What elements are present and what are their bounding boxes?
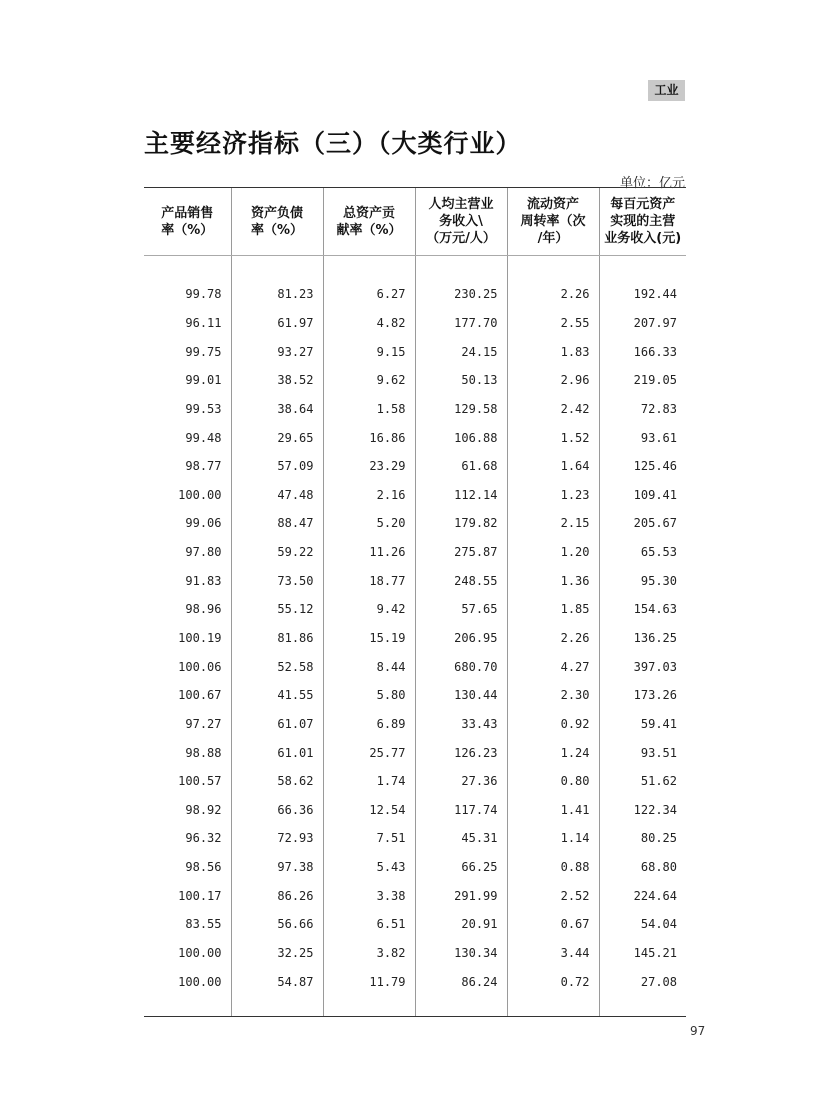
column-header-line: 率（%） bbox=[250, 222, 304, 238]
table-row bbox=[144, 566, 686, 595]
table-cell: 122.34 bbox=[599, 796, 686, 825]
spacer-cell bbox=[144, 996, 231, 1016]
table-cell: 0.67 bbox=[507, 910, 599, 939]
spacer-cell bbox=[144, 256, 231, 281]
table-cell: 97.27 bbox=[185, 716, 222, 731]
table-cell: 25.77 bbox=[323, 738, 415, 767]
table-cell: 72.83 bbox=[599, 395, 686, 424]
table-cell: 1.36 bbox=[507, 566, 599, 595]
table-cell: 27.08 bbox=[599, 967, 686, 996]
table-cell: 61.68 bbox=[415, 452, 507, 481]
table-cell: 6.51 bbox=[323, 910, 415, 939]
spacer-cell bbox=[415, 256, 507, 281]
table-header-row bbox=[144, 188, 686, 256]
table-cell: 18.77 bbox=[323, 566, 415, 595]
table-cell: 2.15 bbox=[507, 509, 599, 538]
table-cell: 100.57 bbox=[178, 774, 222, 789]
table-cell: 207.97 bbox=[599, 309, 686, 338]
table-row bbox=[144, 337, 686, 366]
table-cell: 1.24 bbox=[507, 738, 599, 767]
table-cell: 1.14 bbox=[507, 824, 599, 853]
table-cell: 6.89 bbox=[323, 710, 415, 739]
table-cell: 98.56 bbox=[185, 860, 222, 875]
table-cell: 86.26 bbox=[231, 881, 323, 910]
table-cell: 52.58 bbox=[231, 652, 323, 681]
table-cell: 2.55 bbox=[507, 309, 599, 338]
column-header-line: 资产负债 bbox=[250, 205, 303, 221]
table-cell: 106.88 bbox=[415, 423, 507, 452]
table-cell: 98.88 bbox=[185, 745, 222, 760]
table-cell: 95.30 bbox=[599, 566, 686, 595]
table-cell: 4.27 bbox=[507, 652, 599, 681]
table-cell: 5.20 bbox=[323, 509, 415, 538]
table-row bbox=[144, 967, 686, 996]
table-cell: 33.43 bbox=[415, 710, 507, 739]
spacer-cell bbox=[507, 996, 599, 1016]
table-cell: 275.87 bbox=[415, 538, 507, 567]
table-cell: 93.61 bbox=[599, 423, 686, 452]
table-cell: 88.47 bbox=[231, 509, 323, 538]
table-cell: 97.38 bbox=[231, 853, 323, 882]
table-cell: 2.96 bbox=[507, 366, 599, 395]
spacer-cell bbox=[507, 256, 599, 281]
column-header-line: 务收入\ bbox=[439, 214, 483, 229]
table-cell: 2.42 bbox=[507, 395, 599, 424]
table-row bbox=[144, 652, 686, 681]
column-header bbox=[599, 188, 686, 256]
column-header bbox=[144, 188, 231, 256]
table-cell: 86.24 bbox=[415, 967, 507, 996]
table-cell: 93.27 bbox=[231, 337, 323, 366]
table-cell: 32.25 bbox=[231, 939, 323, 968]
table-cell: 1.23 bbox=[507, 480, 599, 509]
table-cell: 11.79 bbox=[323, 967, 415, 996]
column-header-line: 每百元资产 bbox=[610, 197, 676, 212]
table-cell: 11.26 bbox=[323, 538, 415, 567]
table-cell: 58.62 bbox=[231, 767, 323, 796]
table-row bbox=[144, 910, 686, 939]
table-row bbox=[144, 538, 686, 567]
column-header bbox=[323, 188, 415, 256]
table-cell: 12.54 bbox=[323, 796, 415, 825]
table-cell: 54.87 bbox=[231, 967, 323, 996]
table-cell: 177.70 bbox=[415, 309, 507, 338]
table-cell: 3.44 bbox=[507, 939, 599, 968]
table-cell: 248.55 bbox=[415, 566, 507, 595]
table-cell: 99.78 bbox=[185, 287, 222, 302]
table-cell: 4.82 bbox=[323, 309, 415, 338]
table-row bbox=[144, 280, 686, 309]
table-spacer-row bbox=[144, 256, 686, 281]
table-cell: 73.50 bbox=[231, 566, 323, 595]
table-cell: 98.92 bbox=[185, 802, 222, 817]
table-cell: 9.15 bbox=[323, 337, 415, 366]
table-cell: 96.11 bbox=[185, 315, 222, 330]
table-cell: 1.74 bbox=[323, 767, 415, 796]
table-cell: 6.27 bbox=[323, 280, 415, 309]
indicator-table bbox=[144, 188, 686, 1016]
table-cell: 45.31 bbox=[415, 824, 507, 853]
table-cell: 93.51 bbox=[599, 738, 686, 767]
table-cell: 99.75 bbox=[185, 344, 222, 359]
column-header-line: 率（%） bbox=[161, 222, 214, 238]
table-row bbox=[144, 738, 686, 767]
spacer-cell bbox=[415, 996, 507, 1016]
table-cell: 0.92 bbox=[507, 710, 599, 739]
table-cell: 99.53 bbox=[185, 401, 222, 416]
table-row bbox=[144, 452, 686, 481]
indicator-table-container bbox=[144, 187, 686, 1017]
table-row bbox=[144, 509, 686, 538]
column-header-line: （万元/人） bbox=[426, 231, 496, 246]
table-cell: 100.67 bbox=[178, 688, 222, 703]
table-row bbox=[144, 681, 686, 710]
table-cell: 129.58 bbox=[415, 395, 507, 424]
table-row bbox=[144, 595, 686, 624]
spacer-cell bbox=[323, 256, 415, 281]
table-cell: 100.06 bbox=[178, 659, 222, 674]
table-cell: 57.09 bbox=[231, 452, 323, 481]
table-cell: 24.15 bbox=[415, 337, 507, 366]
table-cell: 2.26 bbox=[507, 280, 599, 309]
spacer-cell bbox=[231, 996, 323, 1016]
table-cell: 100.00 bbox=[178, 974, 222, 989]
table-cell: 47.48 bbox=[231, 480, 323, 509]
column-header-line: 实现的主营 bbox=[610, 214, 676, 229]
table-cell: 3.82 bbox=[323, 939, 415, 968]
table-cell: 1.41 bbox=[507, 796, 599, 825]
table-cell: 205.67 bbox=[599, 509, 686, 538]
page-title: 主要经济指标（三）（大类行业） bbox=[144, 129, 522, 158]
table-cell: 8.44 bbox=[323, 652, 415, 681]
table-cell: 54.04 bbox=[599, 910, 686, 939]
column-header-line: 献率（%） bbox=[336, 222, 402, 238]
table-row bbox=[144, 710, 686, 739]
table-cell: 154.63 bbox=[599, 595, 686, 624]
spacer-cell bbox=[231, 256, 323, 281]
table-cell: 99.06 bbox=[185, 516, 222, 531]
spacer-cell bbox=[323, 996, 415, 1016]
table-cell: 41.55 bbox=[231, 681, 323, 710]
table-cell: 130.44 bbox=[415, 681, 507, 710]
table-cell: 100.19 bbox=[178, 631, 222, 645]
table-cell: 230.25 bbox=[415, 280, 507, 309]
table-cell: 57.65 bbox=[415, 595, 507, 624]
table-cell: 61.07 bbox=[231, 710, 323, 739]
unit-label: 单位：亿元 bbox=[619, 176, 685, 191]
table-cell: 219.05 bbox=[599, 366, 686, 395]
column-header bbox=[415, 188, 507, 256]
table-row bbox=[144, 366, 686, 395]
table-cell: 98.96 bbox=[185, 602, 222, 617]
table-cell: 179.82 bbox=[415, 509, 507, 538]
column-header-line: /年） bbox=[537, 231, 569, 246]
table-cell: 206.95 bbox=[415, 624, 507, 653]
table-spacer-row bbox=[144, 996, 686, 1016]
column-header bbox=[507, 188, 599, 256]
table-cell: 96.32 bbox=[185, 831, 222, 846]
table-cell: 145.21 bbox=[599, 939, 686, 968]
table-cell: 9.62 bbox=[323, 366, 415, 395]
table-cell: 16.86 bbox=[323, 423, 415, 452]
table-cell: 20.91 bbox=[415, 910, 507, 939]
table-cell: 81.86 bbox=[231, 624, 323, 653]
spacer-cell bbox=[599, 996, 686, 1016]
table-cell: 81.23 bbox=[231, 280, 323, 309]
table-cell: 130.34 bbox=[415, 939, 507, 968]
column-header-line: 流动资产 bbox=[526, 197, 579, 212]
table-cell: 65.53 bbox=[599, 538, 686, 567]
table-cell: 23.29 bbox=[323, 452, 415, 481]
table-cell: 56.66 bbox=[231, 910, 323, 939]
table-cell: 100.00 bbox=[178, 946, 222, 961]
table-cell: 9.42 bbox=[323, 595, 415, 624]
table-cell: 59.22 bbox=[231, 538, 323, 567]
table-cell: 3.38 bbox=[323, 881, 415, 910]
column-header bbox=[231, 188, 323, 256]
table-cell: 27.36 bbox=[415, 767, 507, 796]
table-cell: 99.48 bbox=[185, 430, 222, 445]
table-cell: 97.80 bbox=[185, 545, 222, 560]
table-cell: 192.44 bbox=[599, 280, 686, 309]
table-cell: 61.97 bbox=[231, 309, 323, 338]
table-cell: 66.25 bbox=[415, 853, 507, 882]
page-number: 97 bbox=[690, 1024, 706, 1038]
table-row bbox=[144, 853, 686, 882]
column-header-line: 产品销售 bbox=[161, 205, 214, 221]
table-cell: 0.80 bbox=[507, 767, 599, 796]
table-row bbox=[144, 395, 686, 424]
table-cell: 100.00 bbox=[178, 487, 222, 502]
table-cell: 50.13 bbox=[415, 366, 507, 395]
table-cell: 83.55 bbox=[185, 917, 222, 932]
table-cell: 0.72 bbox=[507, 967, 599, 996]
column-header-line: 周转率（次 bbox=[520, 214, 586, 229]
table-cell: 38.64 bbox=[231, 395, 323, 424]
table-row bbox=[144, 624, 686, 653]
column-header-line: 业务收入(元) bbox=[604, 231, 682, 246]
table-cell: 136.25 bbox=[599, 624, 686, 653]
table-row bbox=[144, 796, 686, 825]
table-cell: 68.80 bbox=[599, 853, 686, 882]
table-cell: 166.33 bbox=[599, 337, 686, 366]
table-row bbox=[144, 881, 686, 910]
table-row bbox=[144, 824, 686, 853]
table-row bbox=[144, 939, 686, 968]
table-row bbox=[144, 767, 686, 796]
table-cell: 59.41 bbox=[599, 710, 686, 739]
table-cell: 91.83 bbox=[185, 573, 222, 588]
spacer-cell bbox=[599, 256, 686, 281]
table-cell: 1.64 bbox=[507, 452, 599, 481]
table-cell: 72.93 bbox=[231, 824, 323, 853]
table-cell: 125.46 bbox=[599, 452, 686, 481]
table-bottom-rule bbox=[144, 1016, 686, 1017]
table-cell: 5.80 bbox=[323, 681, 415, 710]
table-row bbox=[144, 423, 686, 452]
table-cell: 15.19 bbox=[323, 624, 415, 653]
table-cell: 173.26 bbox=[599, 681, 686, 710]
table-cell: 2.52 bbox=[507, 881, 599, 910]
table-cell: 291.99 bbox=[415, 881, 507, 910]
section-tag: 工业 bbox=[648, 80, 685, 101]
table-cell: 224.64 bbox=[599, 881, 686, 910]
table-cell: 1.83 bbox=[507, 337, 599, 366]
table-cell: 51.62 bbox=[599, 767, 686, 796]
table-row bbox=[144, 480, 686, 509]
table-cell: 680.70 bbox=[415, 652, 507, 681]
table-body bbox=[144, 256, 686, 1017]
table-cell: 1.52 bbox=[507, 423, 599, 452]
table-cell: 80.25 bbox=[599, 824, 686, 853]
table-cell: 7.51 bbox=[323, 824, 415, 853]
table-cell: 109.41 bbox=[599, 480, 686, 509]
table-cell: 1.85 bbox=[507, 595, 599, 624]
table-cell: 117.74 bbox=[415, 796, 507, 825]
table-cell: 0.88 bbox=[507, 853, 599, 882]
table-cell: 397.03 bbox=[599, 652, 686, 681]
table-cell: 112.14 bbox=[415, 480, 507, 509]
column-header-line: 总资产贡 bbox=[342, 205, 395, 221]
table-row bbox=[144, 309, 686, 338]
table-cell: 2.16 bbox=[323, 480, 415, 509]
table-cell: 1.20 bbox=[507, 538, 599, 567]
table-cell: 29.65 bbox=[231, 423, 323, 452]
table-cell: 5.43 bbox=[323, 853, 415, 882]
table-cell: 38.52 bbox=[231, 366, 323, 395]
table-cell: 99.01 bbox=[185, 373, 222, 388]
table-cell: 55.12 bbox=[231, 595, 323, 624]
table-cell: 1.58 bbox=[323, 395, 415, 424]
table-cell: 100.17 bbox=[178, 888, 222, 903]
table-cell: 2.30 bbox=[507, 681, 599, 710]
column-header-line: 人均主营业 bbox=[428, 197, 494, 212]
table-cell: 126.23 bbox=[415, 738, 507, 767]
table-cell: 98.77 bbox=[185, 459, 222, 474]
table-cell: 61.01 bbox=[231, 738, 323, 767]
table-cell: 2.26 bbox=[507, 624, 599, 653]
table-cell: 66.36 bbox=[231, 796, 323, 825]
